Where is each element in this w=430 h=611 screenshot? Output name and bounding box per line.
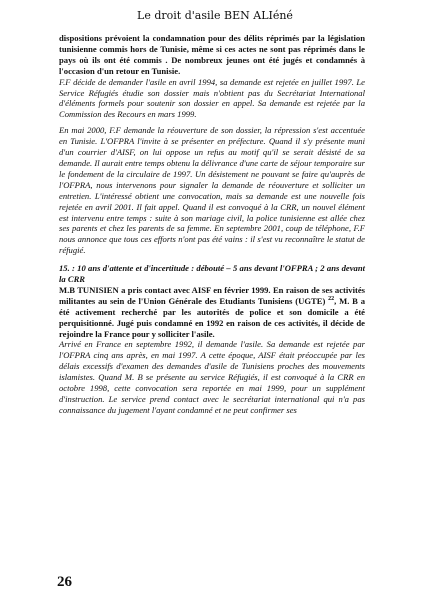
paragraph-ff-asylum: F.F décide de demander l'asile en avril 1994, sa demande est rejetée en juillet 1997. Le Service Réfugiés étudie son dossier mais n'obtient pas du Secrétariat International d'éléments formels pour soutenir son dossier en appel. Sa demande est rejetée par la Commission des Recours en mars 1999. xyxy=(59,76,365,120)
paragraph-mb-contact xyxy=(59,285,365,340)
paragraph-mb-arrival: Arrivé en France en septembre 1992, il demande l'asile. Sa demande est rejetée par l'OFPRA cinq ans après, en mai 1997. A cette époque, AISF était préoccupée par les délais excessifs d'examen des demandes d'asile de Tunisiens proches des mouvements islamistes. Quand M. B se présente au service Réfugiés, il est convoqué à la CRR en octobre 1998, cette convocation sera reportée en mai 1999, pour un supplément d'instruction. Le service prend contact avec le secrétariat international qui n'a pas connaissance du jugement l'ayant condamné et ne peut confirmer ses xyxy=(59,339,365,415)
mb-contact-text-continued: , M. B a été activement recherché par les autorités de police et son domicile a été perquisitionné. Jugé puis condamné en 1992 en raison de ces activités, il décide de rejoindre la France pour y solliciter l'asile. xyxy=(59,295,365,339)
footnote-reference: 22 xyxy=(328,295,335,302)
running-header: Le droit d'asile BEN ALIéné xyxy=(137,9,293,22)
mb-contact-text: M.B TUNISIEN a pris contact avec AISF en février 1999. En raison de ses activités militantes au sein de l'Union Générale des Etudiants Tunisiens (UGTE) xyxy=(59,284,365,306)
section-heading: 15. : 10 ans d'attente et d'incertitude : débouté – 5 ans devant l'OFPRA ; 2 ans devant la CRR xyxy=(59,263,365,285)
paragraph-intro-bold: dispositions prévoient la condamnation pour des délits réprimés par la législation tunisienne commis hors de Tunisie, même si ces actes ne sont pas réprimés dans le pays où ils ont été commis . De nombreux jeunes ont été jugés et condamnés à l'occasion d'un retour en Tunisie. xyxy=(59,33,365,76)
text-body xyxy=(59,33,365,416)
paragraph-ff-reopening: En mai 2000, F.F demande la réouverture de son dossier, la répression s'est accentuée en Tunisie. L'OFPRA l'invite à se présenter en préfecture. Quand il s'y présente muni d'un courrier d'AISF, on lui oppose un refus au motif qu'il se serait désisté de sa demande. Il aurait entre temps obtenu la délivrance d'une carte de séjour temporaire sur le fondement de la circulaire de 1997. Un désistement ne pouvant se faire qu'auprès de l'OFPRA, nous intervenons pour signaler la demande de réouverture et solliciter un entretien. L'intéressé obtient une convocation, mais sa demande est une nouvelle fois rejetée en avril 2001. Il fait appel. Quand il est convoqué à la CRR, un nouvel élément est intervenu entre temps : suite à son mariage civil, la police tunisienne est allée chez ses parents et chez les parents de sa femme. En septembre 2001, coup de téléphone, F.F nous annonce que tous ces efforts n'ont pas été vains : il s'est vu reconnaître le statut de réfugié. xyxy=(59,125,365,256)
page-number: 26 xyxy=(57,574,72,590)
